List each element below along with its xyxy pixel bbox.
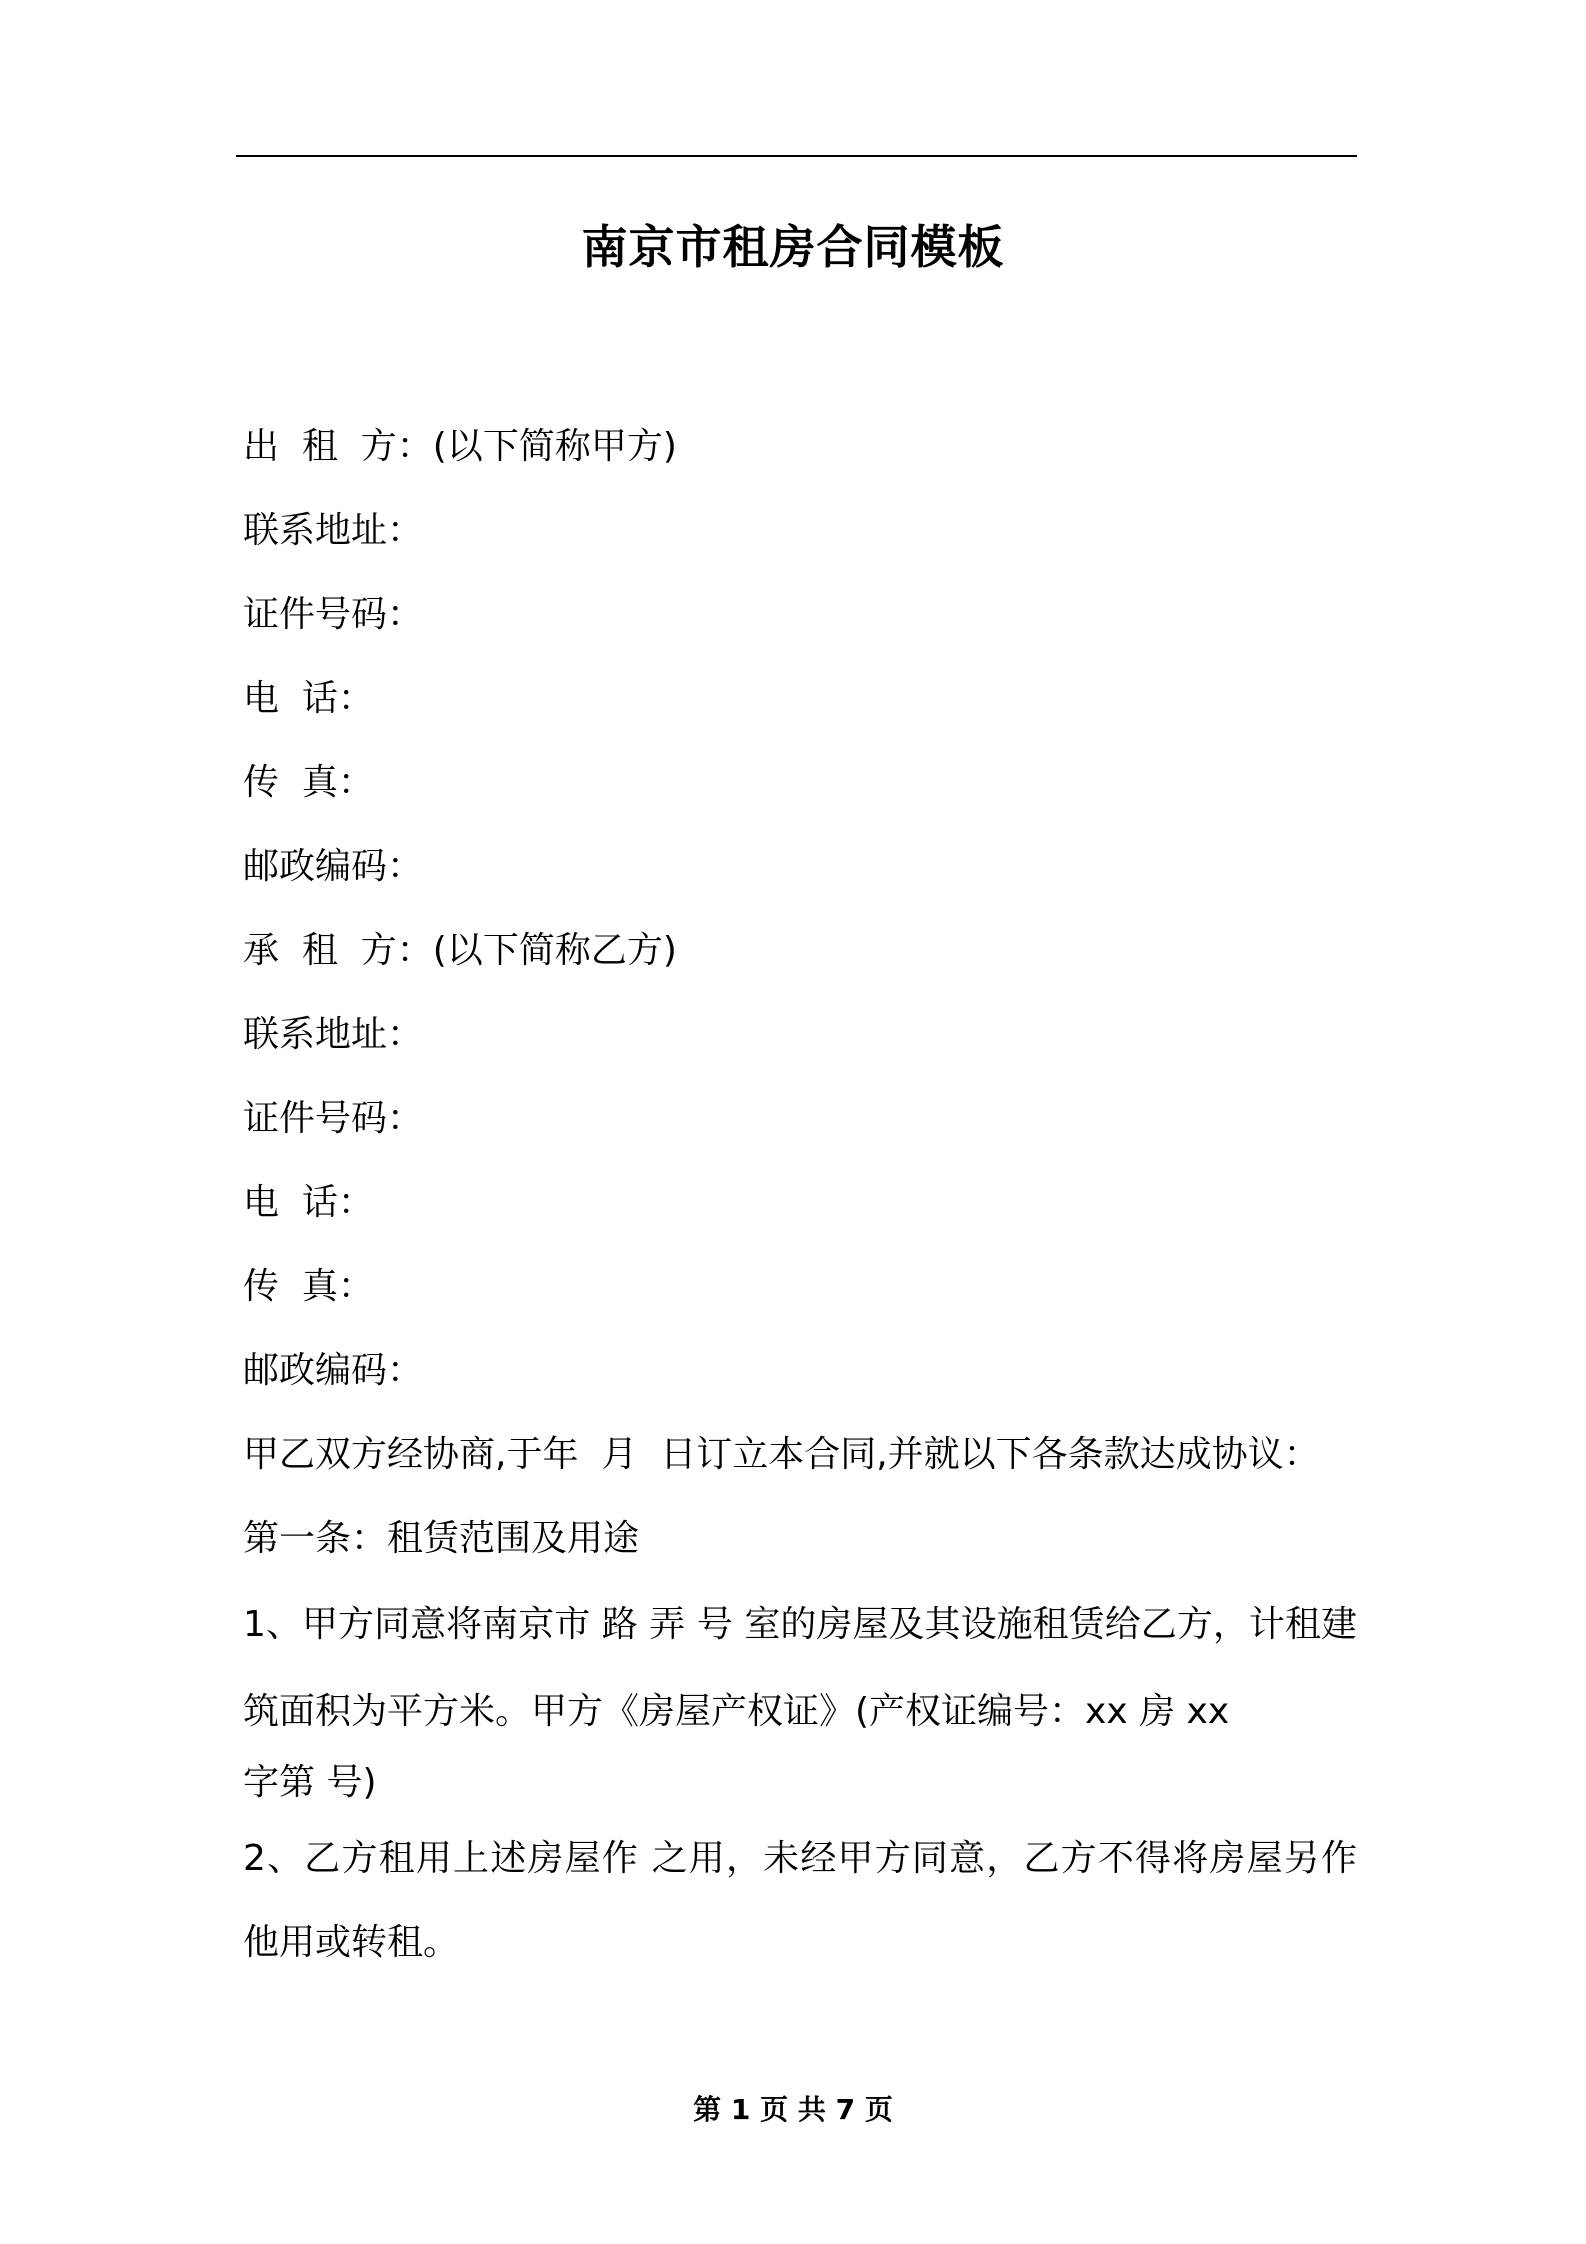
lessee-fax: 传 真： <box>243 1266 374 1307</box>
header-rule <box>236 155 1357 157</box>
clause-2: 2、乙方租用上述房屋作 之用，未经甲方同意，乙方不得将房屋另作他用或转租。 <box>243 1838 1357 1963</box>
lessor-phone: 电 话： <box>243 678 374 719</box>
contract-body <box>243 405 1357 1985</box>
lessee-label-line: 承 租 方：(以下简称乙方) <box>243 930 677 971</box>
lessee-postcode: 邮政编码： <box>243 1350 424 1391</box>
lessee-phone: 电 话： <box>243 1182 374 1223</box>
page-footer: 第 1 页 共 7 页 <box>693 2093 893 2126</box>
article-1-title: 第一条：租赁范围及用途 <box>243 1518 640 1559</box>
clause-1 <box>243 1581 1357 1817</box>
lessee-id-number: 证件号码： <box>243 1098 424 1139</box>
lessee-address: 联系地址： <box>243 1014 424 1055</box>
lessor-postcode: 邮政编码： <box>243 846 424 887</box>
document-title: 南京市租房合同模板 <box>581 220 1005 274</box>
lessor-label-line: 出 租 方：(以下简称甲方) <box>243 426 677 467</box>
clause-1-main: 1、甲方同意将南京市 路 弄 号 室的房屋及其设施租赁给乙方，计租建筑面积为平方米。甲方《房屋产权证》(产权证编号：xx 房 xx <box>243 1604 1357 1732</box>
agreement-intro: 甲乙双方经协商,于年 月 日订立本合同,并就以下各条款达成协议： <box>243 1434 1320 1475</box>
lessor-fax: 传 真： <box>243 762 374 803</box>
lessor-address: 联系地址： <box>243 510 424 551</box>
lessor-id-number: 证件号码： <box>243 594 424 635</box>
clause-1-tail: 字第 号) <box>243 1762 377 1803</box>
